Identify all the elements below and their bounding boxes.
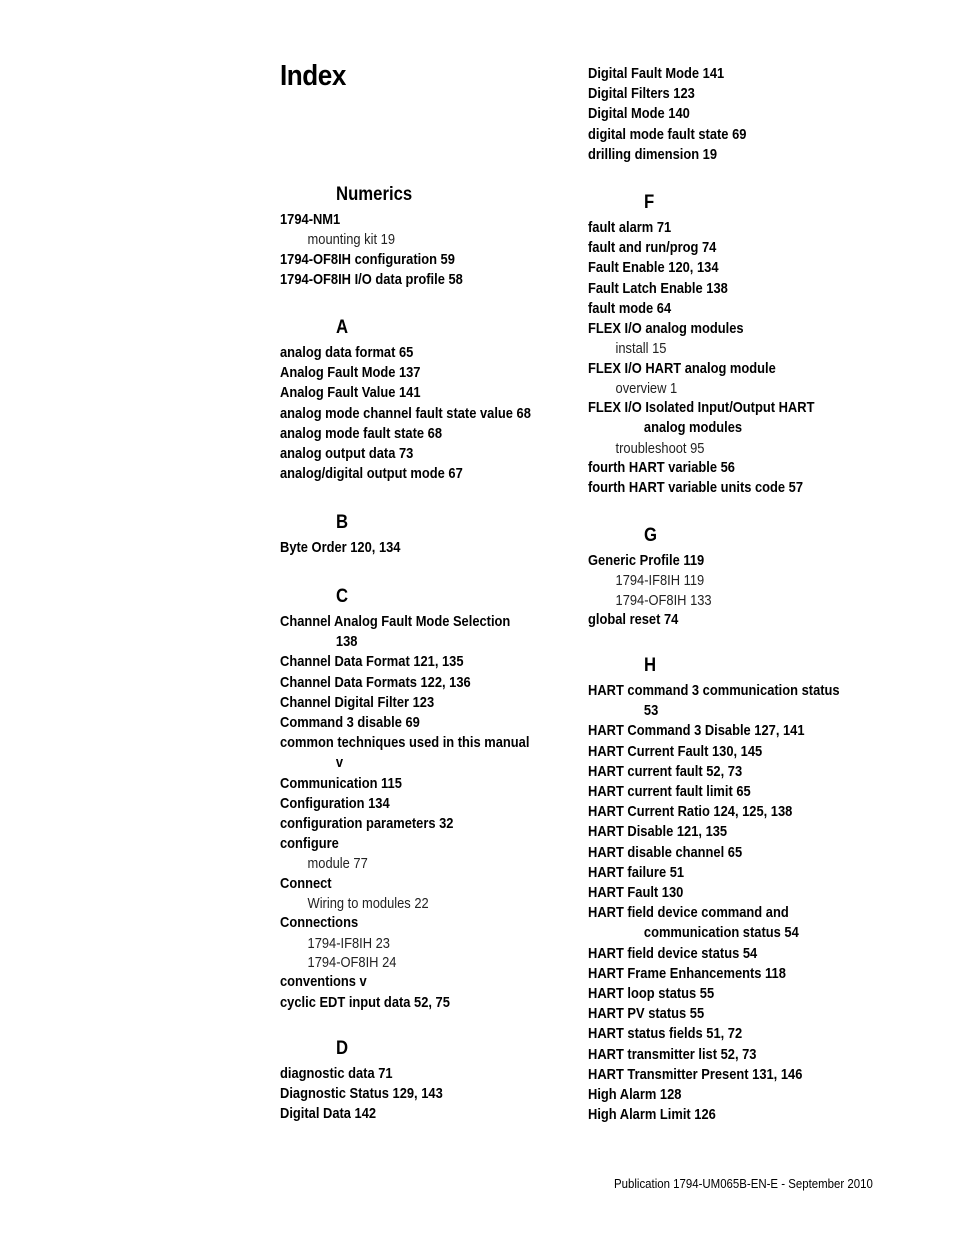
index-entry: Analog Fault Mode 137	[280, 364, 421, 382]
index-entry: conventions v	[280, 973, 367, 991]
index-section	[280, 1038, 575, 1125]
index-entry: analog data format 65	[280, 344, 414, 361]
index-entry: Digital Fault Mode 141	[588, 65, 725, 82]
index-entry: FLEX I/O analog modules	[588, 320, 744, 338]
section-heading: G	[644, 525, 658, 546]
index-entry: HART command 3 communication status	[588, 682, 840, 699]
index-entry: HART field device command and	[588, 904, 789, 922]
page-title: Index	[280, 60, 346, 92]
index-entry-continuation: 138	[335, 633, 358, 651]
index-entry: fault alarm 71	[588, 219, 672, 236]
index-section	[280, 512, 575, 558]
index-entry: Diagnostic Status 129, 143	[280, 1085, 443, 1103]
index-section	[588, 64, 883, 165]
index-entry: Channel Data Formats 122, 136	[280, 673, 471, 691]
index-entry: HART current fault limit 65	[588, 783, 751, 801]
index-entry: cyclic EDT input data 52, 75	[280, 993, 450, 1011]
index-entry: HART disable channel 65	[588, 843, 743, 861]
index-subentry: install 15	[615, 340, 667, 358]
index-entry: Digital Filters 123	[588, 85, 695, 103]
index-entry: Connections	[280, 914, 359, 932]
index-entry: analog mode channel fault state value 68	[280, 404, 531, 422]
index-entry: High Alarm Limit 126	[588, 1106, 716, 1124]
index-entry: Fault Enable 120, 134	[588, 259, 719, 277]
index-section	[588, 525, 883, 630]
index-entry: HART status fields 51, 72	[588, 1025, 743, 1043]
index-section	[280, 317, 575, 484]
index-entry: HART PV status 55	[588, 1005, 705, 1023]
index-entry-continuation: v	[335, 754, 344, 772]
index-entry: fourth HART variable units code 57	[588, 479, 804, 497]
index-entry: drilling dimension 19	[588, 145, 718, 163]
index-entry: HART Current Ratio 124, 125, 138	[588, 803, 793, 821]
index-entry: Channel Data Format 121, 135	[280, 653, 464, 671]
index-entry: FLEX I/O HART analog module	[588, 359, 776, 377]
index-entry: Command 3 disable 69	[280, 714, 420, 732]
index-entry: Fault Latch Enable 138	[588, 279, 728, 297]
index-entry: Byte Order 120, 134	[280, 539, 401, 556]
index-section	[280, 586, 575, 1013]
index-entry: analog output data 73	[280, 445, 414, 463]
index-entry: Communication 115	[280, 774, 402, 792]
index-entry-continuation: communication status 54	[643, 924, 799, 942]
index-entry-continuation: analog modules	[643, 419, 743, 437]
index-entry: Generic Profile 119	[588, 552, 705, 569]
index-section	[588, 655, 883, 1125]
index-entry: 1794-NM1	[280, 211, 341, 228]
index-entry: HART field device status 54	[588, 944, 758, 962]
index-entry: Digital Mode 140	[588, 105, 690, 123]
index-entry: HART current fault 52, 73	[588, 762, 743, 780]
index-entry: Connect	[280, 874, 332, 892]
index-entry: High Alarm 128	[588, 1086, 682, 1104]
index-entry: diagnostic data 71	[280, 1065, 393, 1082]
index-entry: fault and run/prog 74	[588, 239, 717, 257]
index-entry: Digital Data 142	[280, 1105, 377, 1123]
index-subentry: overview 1	[615, 379, 678, 397]
section-heading: H	[644, 655, 657, 676]
index-subentry: Wiring to modules 22	[307, 895, 429, 913]
index-section	[280, 184, 575, 290]
index-entry: Analog Fault Value 141	[280, 384, 421, 402]
index-entry: configure	[280, 835, 339, 853]
index-entry: HART transmitter list 52, 73	[588, 1045, 757, 1063]
index-entry: HART Current Fault 130, 145	[588, 742, 763, 760]
section-heading: Numerics	[336, 184, 413, 205]
index-entry: analog mode fault state 68	[280, 424, 443, 442]
index-entry: HART loop status 55	[588, 985, 715, 1003]
index-entry: Channel Digital Filter 123	[280, 693, 435, 711]
index-entry: fault mode 64	[588, 299, 672, 317]
index-section	[588, 192, 883, 498]
index-entry: HART Command 3 Disable 127, 141	[588, 722, 805, 740]
index-entry-continuation: 53	[643, 702, 659, 720]
index-entry: 1794-OF8IH configuration 59	[280, 250, 455, 268]
index-entry: FLEX I/O Isolated Input/Output HART	[588, 399, 815, 417]
section-heading: C	[336, 586, 349, 607]
section-heading: D	[336, 1038, 349, 1059]
index-entry: HART Disable 121, 135	[588, 823, 728, 841]
index-subentry: 1794-IF8IH 119	[615, 572, 705, 590]
index-entry: Configuration 134	[280, 794, 390, 812]
index-subentry: 1794-OF8IH 133	[615, 591, 712, 609]
index-entry: HART Transmitter Present 131, 146	[588, 1065, 803, 1083]
publication-footer: Publication 1794-UM065B-EN-E - September 2010	[614, 1176, 873, 1191]
index-entry: global reset 74	[588, 611, 679, 629]
index-entry: common techniques used in this manual	[280, 734, 530, 752]
index-subentry: 1794-OF8IH 24	[307, 954, 397, 972]
index-entry: analog/digital output mode 67	[280, 465, 463, 483]
section-heading: F	[644, 192, 655, 213]
section-heading: A	[336, 317, 349, 338]
section-heading: B	[336, 512, 349, 533]
index-entry: 1794-OF8IH I/O data profile 58	[280, 270, 463, 288]
index-subentry: mounting kit 19	[307, 231, 396, 249]
index-entry: digital mode fault state 69	[588, 125, 747, 143]
index-entry: HART Fault 130	[588, 884, 684, 902]
index-subentry: troubleshoot 95	[615, 439, 705, 457]
index-entry: HART failure 51	[588, 863, 685, 881]
index-subentry: 1794-IF8IH 23	[307, 934, 390, 952]
index-entry: configuration parameters 32	[280, 815, 454, 833]
index-subentry: module 77	[307, 855, 368, 873]
index-entry: Channel Analog Fault Mode Selection	[280, 613, 511, 630]
index-entry: HART Frame Enhancements 118	[588, 964, 786, 982]
index-entry: fourth HART variable 56	[588, 459, 735, 477]
